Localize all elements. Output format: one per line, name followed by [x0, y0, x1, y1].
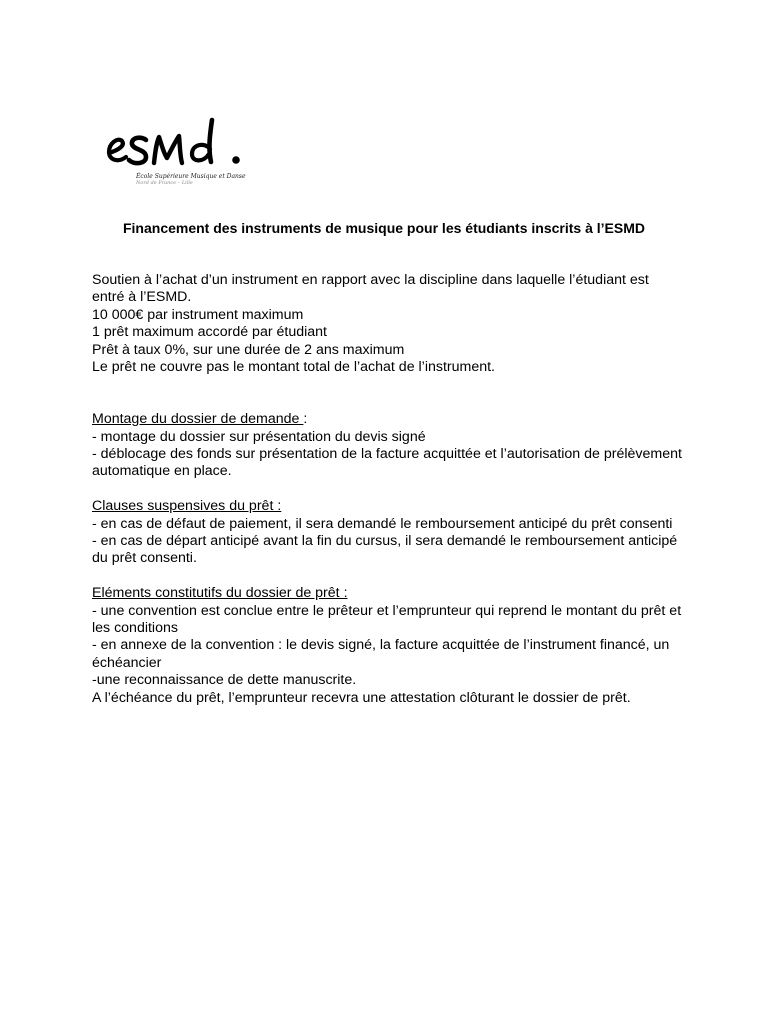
list-item: - en cas de départ anticipé avant la fin du cursus, il sera demandé le remboursement anticipé du prêt consenti. [92, 533, 678, 567]
closing-line: A l’échéance du prêt, l’emprunteur recevra une attestation clôturant le dossier de prêt. [92, 689, 631, 706]
intro-line: 1 prêt maximum accordé par étudiant [92, 324, 327, 341]
list-item: - en annexe de la convention : le devis signé, la facture acquittée de l’instrument financé, un échéancier [92, 637, 670, 671]
section-heading-text: Clauses suspensives du prêt : [92, 498, 282, 515]
logo-subtitle: École Supérieure Musique et Danse [136, 173, 246, 180]
esmd-logo [104, 116, 254, 188]
document-title: Financement des instruments de musique pour les étudiants inscrits à l’ESMD [122, 220, 645, 236]
intro-line: 10 000€ par instrument maximum [92, 306, 304, 323]
section-heading-colon: : [343, 585, 348, 602]
section-heading [92, 411, 682, 428]
intro-line: Le prêt ne couvre pas le montant total de l’achat de l’instrument. [92, 359, 495, 376]
list-item: -une reconnaissance de dette manuscrite. [92, 672, 357, 689]
intro-line: Prêt à taux 0%, sur une durée de 2 ans maximum [92, 341, 405, 358]
clauses-section [92, 498, 682, 568]
montage-section [92, 411, 682, 481]
list-item: - montage du dossier sur présentation du devis signé [92, 428, 426, 445]
elements-section [92, 585, 682, 707]
section-heading-text: Eléments constitutifs du dossier de prêt [92, 585, 344, 602]
logo-location: Nord de France – Lille [136, 180, 193, 186]
document-body [92, 272, 682, 707]
intro-section [92, 272, 682, 376]
list-item: - déblocage des fonds sur présentation de la facture acquittée et l’autorisation de prélèvement automatique en place. [92, 446, 682, 480]
list-item: - une convention est conclue entre le prêteur et l’emprunteur qui reprend le montant du prêt et les conditions [92, 602, 682, 637]
esmd-logo-mark [104, 116, 254, 172]
section-heading [92, 498, 682, 515]
section-heading [92, 585, 682, 602]
list-item: - en cas de défaut de paiement, il sera demandé le remboursement anticipé du prêt consenti [92, 515, 673, 532]
section-heading-text: Montage du dossier de demande [92, 411, 304, 428]
intro-line: Soutien à l’achat d’un instrument en rapport avec la discipline dans laquelle l’étudiant est entré à l’ESMD. [92, 272, 649, 306]
section-heading-colon: : [303, 411, 308, 428]
